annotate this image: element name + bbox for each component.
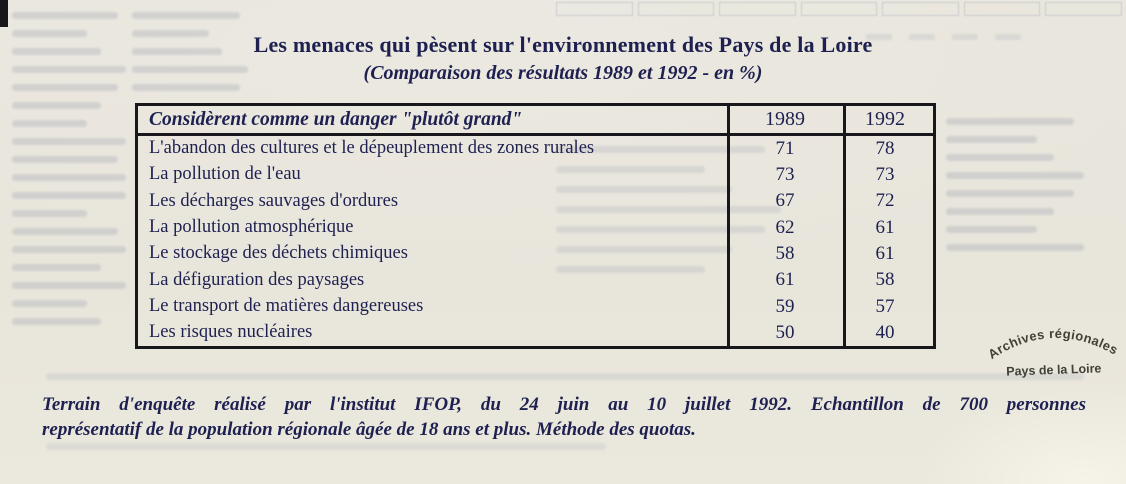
bleedthrough-box xyxy=(638,2,715,16)
value-1989: 58 xyxy=(775,242,795,264)
bleedthrough-box xyxy=(882,2,959,16)
value-1992: 40 xyxy=(875,321,895,343)
ghost-line xyxy=(12,210,87,217)
row-label: Le transport de matières dangereuses xyxy=(149,296,424,317)
value-1989: 59 xyxy=(775,295,795,317)
row-label: La pollution de l'eau xyxy=(149,164,301,185)
archive-stamp xyxy=(981,312,1125,383)
ghost-line xyxy=(946,208,1054,215)
ghost-line xyxy=(12,102,101,109)
bleedthrough-box xyxy=(1045,2,1122,16)
footnote-line-2: représentatif de la population régionale âgée de 18 ans et plus. Méthode des quotas. xyxy=(42,419,696,440)
ghost-line xyxy=(12,84,118,91)
value-1992: 61 xyxy=(875,242,895,264)
bleedthrough-box xyxy=(964,2,1041,16)
bleedthrough-line-below-footnote xyxy=(46,443,606,450)
page-subtitle: (Comparaison des résultats 1989 et 1992 - en %) xyxy=(363,62,763,84)
stamp-bottom-text: Pays de la Loire xyxy=(1005,361,1102,379)
table-header-label: Considèrent comme un danger "plutôt grand" xyxy=(149,108,523,130)
ghost-line xyxy=(12,246,126,253)
value-1992: 78 xyxy=(875,137,895,159)
ghost-line xyxy=(132,84,240,91)
ghost-line xyxy=(132,12,240,19)
table-row xyxy=(138,293,933,319)
footnote-line-1: Terrain d'enquête réalisé par l'institut IFOP, du 24 juin au 10 juillet 1992. Echantillon de 700 personnes xyxy=(42,394,1086,415)
table-body xyxy=(138,136,933,347)
row-label: Le stockage des déchets chimiques xyxy=(149,243,408,264)
ghost-line xyxy=(946,190,1074,197)
title-block xyxy=(0,32,1126,85)
table-row xyxy=(138,188,933,214)
row-label: La pollution atmosphérique xyxy=(149,217,354,238)
ghost-line xyxy=(12,174,126,181)
value-1992: 72 xyxy=(875,190,895,212)
bleedthrough-box xyxy=(719,2,796,16)
row-label: La défiguration des paysages xyxy=(149,269,365,290)
table-row xyxy=(138,136,933,162)
ghost-line xyxy=(12,282,126,289)
ghost-line xyxy=(12,300,87,307)
bleedthrough-box xyxy=(801,2,878,16)
row-label: Les risques nucléaires xyxy=(149,322,313,343)
survey-footnote xyxy=(42,392,1086,442)
table-row xyxy=(138,320,933,346)
value-1989: 71 xyxy=(775,137,795,159)
ghost-line xyxy=(12,12,118,19)
value-1989: 73 xyxy=(775,163,795,185)
ghost-line xyxy=(12,156,118,163)
ghost-line xyxy=(946,136,1037,143)
bleedthrough-right-of-table xyxy=(946,118,1084,251)
ghost-line xyxy=(12,120,87,127)
ghost-line xyxy=(12,228,118,235)
value-1992: 57 xyxy=(875,295,895,317)
value-1992: 73 xyxy=(875,163,895,185)
ghost-line xyxy=(946,244,1084,251)
table-header-row xyxy=(138,106,933,133)
table-row xyxy=(138,214,933,240)
ghost-line xyxy=(12,318,101,325)
row-label: L'abandon des cultures et le dépeuplement des zones rurales xyxy=(149,138,595,159)
ghost-line xyxy=(12,264,101,271)
value-1992: 61 xyxy=(875,216,895,238)
column-header-1992: 1992 xyxy=(865,108,905,130)
ghost-line xyxy=(12,138,126,145)
row-label: Les décharges sauvages d'ordures xyxy=(149,190,399,211)
scan-edge-mark xyxy=(0,0,8,27)
table-row xyxy=(138,162,933,188)
ghost-line xyxy=(946,154,1054,161)
value-1989: 67 xyxy=(775,190,795,212)
bleedthrough-box xyxy=(556,2,633,16)
value-1989: 50 xyxy=(775,321,795,343)
ghost-line xyxy=(946,118,1074,125)
results-table xyxy=(135,103,936,349)
svg-text:Archives régionales xyxy=(984,324,1121,363)
ghost-line xyxy=(946,226,1037,233)
ghost-line xyxy=(946,172,1084,179)
stamp-arc-text: Archives régionales xyxy=(985,325,1121,362)
table-row xyxy=(138,267,933,293)
bleedthrough-line-above-footnote xyxy=(46,373,1084,380)
value-1992: 58 xyxy=(875,269,895,291)
value-1989: 61 xyxy=(775,269,795,291)
column-header-1989: 1989 xyxy=(765,108,805,130)
table-row xyxy=(138,241,933,267)
ghost-line xyxy=(12,192,126,199)
page-title: Les menaces qui pèsent sur l'environnement des Pays de la Loire xyxy=(253,32,873,57)
value-1989: 62 xyxy=(775,216,795,238)
bleedthrough-table-header xyxy=(556,2,1122,16)
